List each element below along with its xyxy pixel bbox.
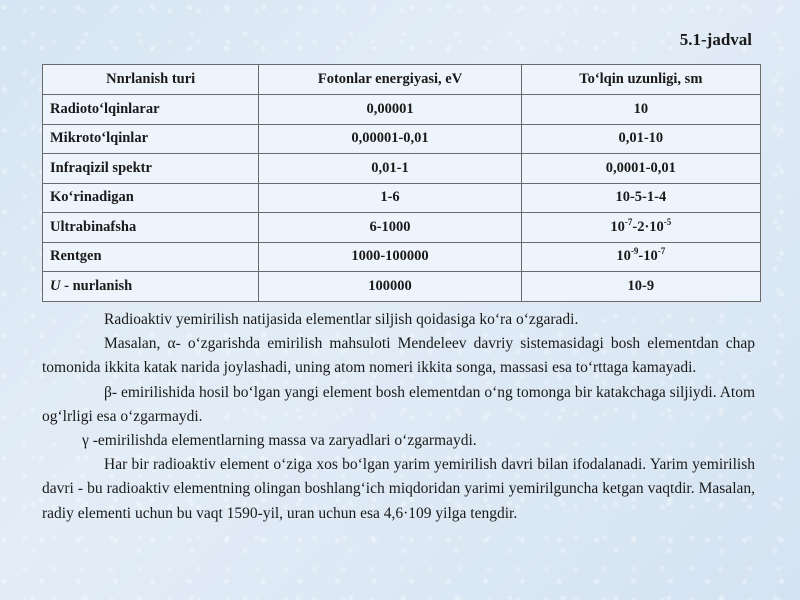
wavelength-mid: -2·10 [632,218,664,235]
cell-energy: 0,00001-0,01 [259,124,521,154]
paragraph-3: β- emirilishida hosil bo‘lgan yangi element bosh elementdan o‘ng tomonga bir katakchaga siljiydi. Atom og‘lrligi esa o‘zgarmaydi. [42,383,755,425]
wavelength-base: 10 [610,218,625,235]
wavelength-exponent: -7 [657,246,666,257]
cell-energy: 1-6 [259,183,521,213]
cell-energy: 0,01-1 [259,154,521,184]
radiation-table [42,64,761,302]
cell-wavelength: 0,01-10 [521,124,760,154]
cell-wavelength: 10-9 [521,272,760,302]
table-row [43,213,761,243]
cell-type: Radioto‘lqinlarar [43,95,259,125]
table-header-row [43,65,761,95]
table-row [43,124,761,154]
header-photon-energy: Fotonlar energiyasi, eV [259,65,521,95]
cell-energy: 100000 [259,272,521,302]
wavelength-exponent: -5 [663,216,672,227]
cell-wavelength [521,213,760,243]
cell-energy: 1000-100000 [259,242,521,272]
cell-wavelength: 10 [521,95,760,125]
table-row [43,154,761,184]
paragraph-4: γ -emirilishda elementlarning massa va zaryadlari o‘zgarmaydi. [82,432,477,450]
wavelength-exponent: -7 [624,216,633,227]
cell-type: Ko‘rinadigan [43,183,259,213]
cell-type [43,272,259,302]
paragraph-5: Har bir radioaktiv element o‘ziga xos bo‘lgan yarim yemirilish davri bilan ifodalanadi. Yarim yemirilish davri - bu radioaktiv elementning olingan boshlang‘ich miqdoridan yarimi yemirilguncha ketgan vaqtdir. Masalan, radiy elementi uchun bu vaqt 1590-yil, uran uchun esa 4,6·109 yilga tengdir. [42,456,755,522]
table-row [43,242,761,272]
cell-wavelength: 0,0001-0,01 [521,154,760,184]
cell-type: Rentgen [43,242,259,272]
header-wavelength: To‘lqin uzunligi, sm [521,65,760,95]
wavelength-mid: -10 [638,248,658,265]
u-symbol: U [50,277,61,294]
wavelength-base: 10 [616,248,631,265]
cell-wavelength [521,242,760,272]
cell-energy: 6-1000 [259,213,521,243]
paragraph-2: Masalan, α- o‘zgarishda emirilish mahsuloti Mendeleev davriy sistemasidagi bosh elementdan chap tomonida ikkita katak narida joylashadi, uning atom nomeri ikkita songa, massasi esa to‘rttaga kamayadi. [42,335,755,377]
table-row [43,183,761,213]
cell-type: Ultrabinafsha [43,213,259,243]
cell-wavelength: 10-5-1-4 [521,183,760,213]
paragraph-1: Radioaktiv yemirilish natijasida elementlar siljish qoidasiga ko‘ra o‘zgaradi. [104,311,579,328]
header-radiation-type: Nnrlanish turi [43,65,259,95]
u-rest: - nurlanish [60,277,133,294]
wavelength-exponent: -9 [630,246,639,257]
body-text [42,308,755,526]
cell-type: Infraqizil spektr [43,154,259,184]
table-row [43,272,761,302]
table-caption: 5.1-jadval [679,30,752,49]
cell-energy: 0,00001 [259,95,521,125]
table-row [43,95,761,125]
cell-type: Mikroto‘lqinlar [43,124,259,154]
